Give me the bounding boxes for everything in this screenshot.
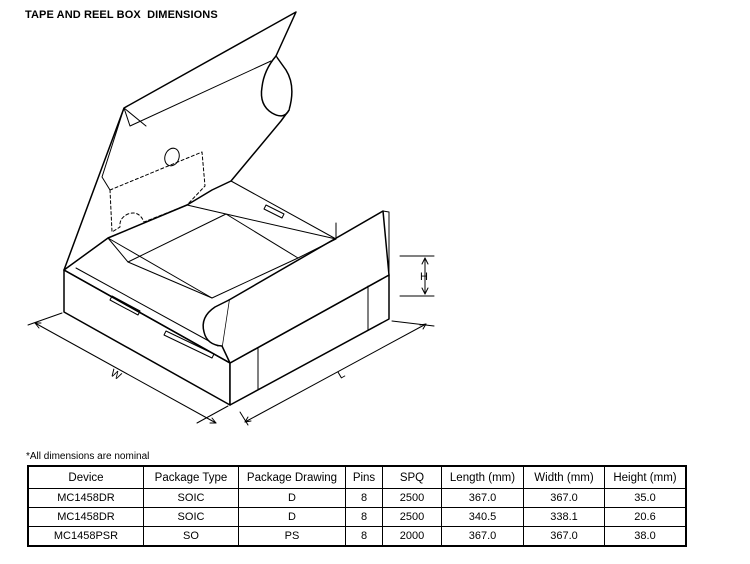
header-package-type: Package Type [144,466,239,489]
cell-package-drawing: PS [239,527,346,547]
cell-pins: 8 [346,527,383,547]
dimensions-table [27,465,687,547]
cell-package-type: SOIC [144,508,239,527]
height-label: H [420,271,428,283]
table-row [28,508,686,527]
header-height: Height (mm) [605,466,687,489]
cell-length: 367.0 [442,527,524,547]
header-package-drawing: Package Drawing [239,466,346,489]
cell-pins: 8 [346,489,383,508]
cell-pins: 8 [346,508,383,527]
header-width: Width (mm) [524,466,605,489]
header-spq: SPQ [383,466,442,489]
cell-length: 340.5 [442,508,524,527]
cell-device: MC1458PSR [28,527,144,547]
width-label: W [108,367,124,383]
cell-device: MC1458DR [28,508,144,527]
table-row [28,489,686,508]
cell-device: MC1458DR [28,489,144,508]
length-label: L [335,368,348,382]
cell-spq: 2500 [383,489,442,508]
cell-package-type: SOIC [144,489,239,508]
cell-width: 367.0 [524,527,605,547]
cell-package-type: SO [144,527,239,547]
cell-spq: 2500 [383,508,442,527]
nominal-note: *All dimensions are nominal [26,451,150,462]
cell-width: 367.0 [524,489,605,508]
cell-height: 20.6 [605,508,687,527]
cell-width: 338.1 [524,508,605,527]
header-device: Device [28,466,144,489]
cell-length: 367.0 [442,489,524,508]
header-length: Length (mm) [442,466,524,489]
cell-package-drawing: D [239,508,346,527]
height-dimension [400,256,434,296]
table-row [28,527,686,547]
table-header-row [28,466,686,489]
cell-package-drawing: D [239,489,346,508]
cell-spq: 2000 [383,527,442,547]
header-pins: Pins [346,466,383,489]
page-title: TAPE AND REEL BOX DIMENSIONS [25,9,218,21]
cell-height: 38.0 [605,527,687,547]
cell-height: 35.0 [605,489,687,508]
box-lid [64,12,296,270]
